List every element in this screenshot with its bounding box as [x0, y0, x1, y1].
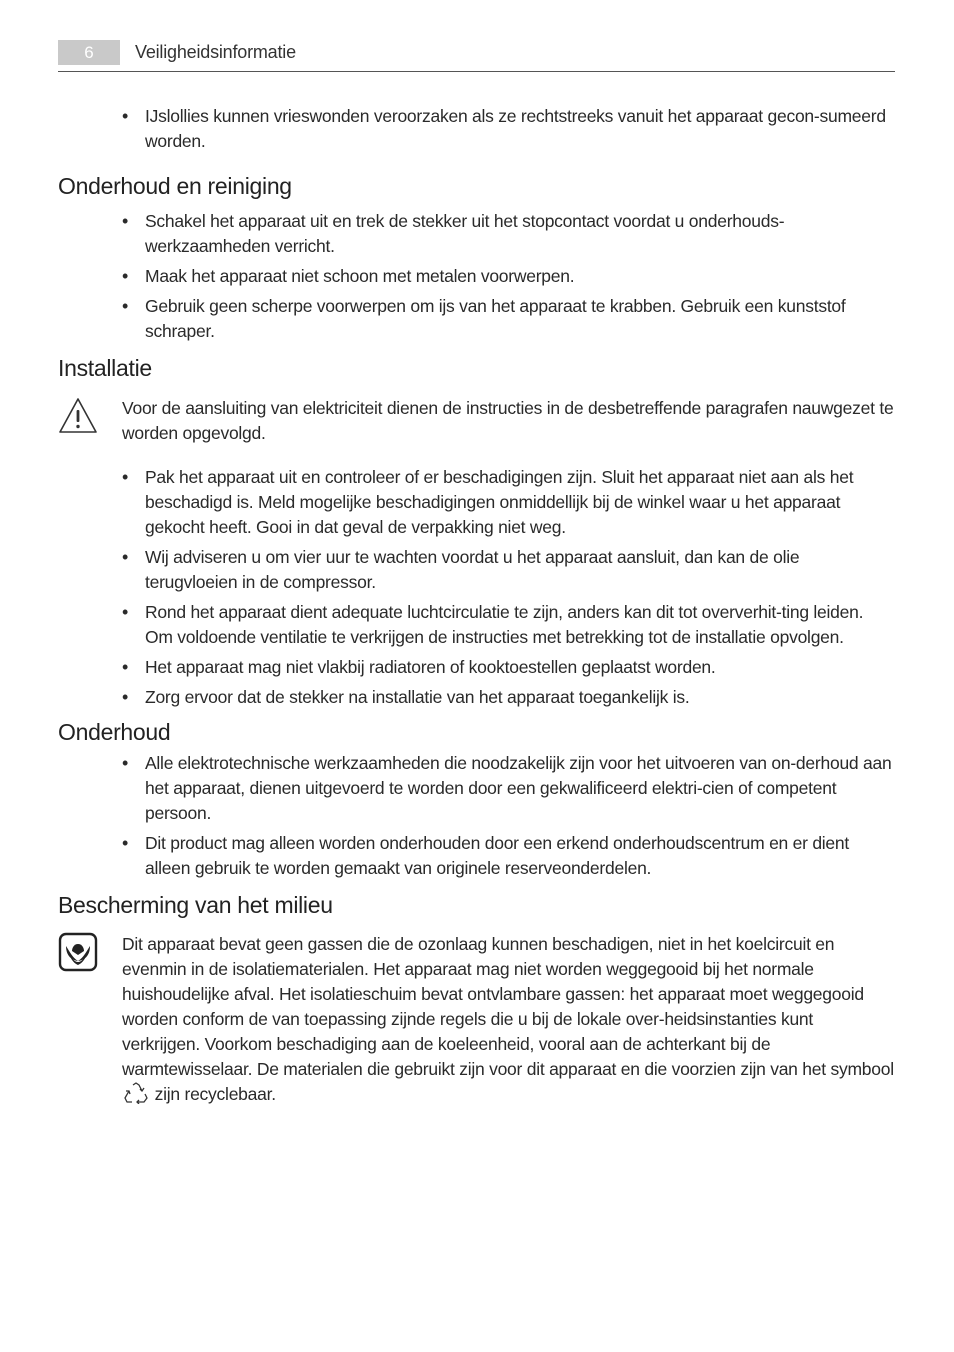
bullet-icon: • — [122, 547, 129, 567]
environment-note: Dit apparaat bevat geen gassen die de ozonlaag kunnen beschadigen, niet in het koelcircuit en evenmin in de isolatiematerialen. Het apparaat mag niet worden weggegooid bij het normale huishoudelijke afval. Het isolatieschuim bevat ontvlambare gassen: het apparaat moet weggegooid worden conform de van toepassing zijnde regels die u bij de lokale over-heidsinstanties kunt verkrijgen. Voorkom beschadiging aan de koeleenheid, vooral aan de achterkant bij de warmtewisselaar. De materialen die gebruikt zijn voor dit apparaat en die voorzien zijn van het symbool zijn recyclebaar. — [58, 932, 895, 1107]
bullet-icon: • — [122, 687, 129, 707]
list-item: • Pak het apparaat uit en controleer of er beschadigingen zijn. Sluit het apparaat niet aan als het beschadigd is. Meld mogelijke beschadigingen onmiddellijk bij de winkel waar u het apparaat gekocht heeft. Gooi in dat geval de verpakking niet weg. — [122, 467, 854, 537]
list-item: • Maak het apparaat niet schoon met metalen voorwerpen. — [58, 264, 895, 289]
page-header — [58, 40, 895, 72]
page-number: 6 — [58, 40, 120, 65]
header-title: Veiligheidsinformatie — [135, 42, 296, 62]
environment-flower-icon — [58, 932, 98, 972]
recycle-icon — [124, 1082, 148, 1104]
list-item: • IJslollies kunnen vrieswonden veroorzaken als ze rechtstreeks vanuit het apparaat gecon-sumeerd worden. — [122, 106, 886, 151]
intro-bullet-list — [58, 104, 895, 154]
installation-bullet-list — [58, 465, 895, 710]
warning-triangle-icon — [58, 396, 98, 436]
list-item: • Gebruik geen scherpe voorwerpen om ijs van het apparaat te krabben. Gebruik een kunststof schraper. — [122, 296, 846, 341]
bullet-icon: • — [122, 833, 129, 853]
bullet-icon: • — [122, 657, 129, 677]
bullet-icon: • — [122, 211, 129, 231]
list-item: • Dit product mag alleen worden onderhouden door een erkend onderhoudscentrum en er dient alleen gebruik te worden gemaakt van originele reserveonderdelen. — [122, 833, 850, 878]
bullet-icon: • — [122, 467, 129, 487]
section-title-environment: Bescherming van het milieu — [58, 892, 333, 918]
section-title-installation: Installatie — [58, 355, 152, 381]
list-item: • Alle elektrotechnische werkzaamheden die noodzakelijk zijn voor het uitvoeren van on-derhoud aan het apparaat, dienen uitgevoerd te worden door een gekwalificeerd elektri-cien of competent persoon. — [122, 753, 892, 823]
list-item: • Schakel het apparaat uit en trek de stekker uit het stopcontact voordat u onderhouds-werkzaamheden verricht. — [122, 211, 785, 256]
list-item: • Het apparaat mag niet vlakbij radiatoren of kooktoestellen geplaatst worden. — [58, 655, 895, 680]
section-title-maintenance: Onderhoud — [58, 719, 171, 745]
list-item: • Wij adviseren u om vier uur te wachten voordat u het apparaat aansluit, dan kan de olie terugvloeien in de compressor. — [122, 547, 800, 592]
section-title-cleaning: Onderhoud en reiniging — [58, 173, 292, 199]
bullet-icon: • — [122, 106, 129, 126]
bullet-icon: • — [122, 266, 129, 286]
list-item: • Rond het apparaat dient adequate luchtcirculatie te zijn, anders kan dit tot oververhit-ting leiden. Om voldoende ventilatie te verkrijgen de instructies met betrekking tot de installatie opvolgen. — [122, 602, 864, 647]
bullet-icon: • — [122, 753, 129, 773]
cleaning-bullet-list — [58, 209, 895, 344]
bullet-icon: • — [122, 602, 129, 622]
maintenance-bullet-list — [58, 751, 895, 881]
installation-warning: Voor de aansluiting van elektriciteit dienen de instructies in de desbetreffende paragrafen nauwgezet te worden opgevolgd. — [58, 396, 895, 446]
list-item: • Zorg ervoor dat de stekker na installatie van het apparaat toegankelijk is. — [58, 685, 895, 710]
bullet-icon: • — [122, 296, 129, 316]
page-content — [58, 104, 895, 1107]
